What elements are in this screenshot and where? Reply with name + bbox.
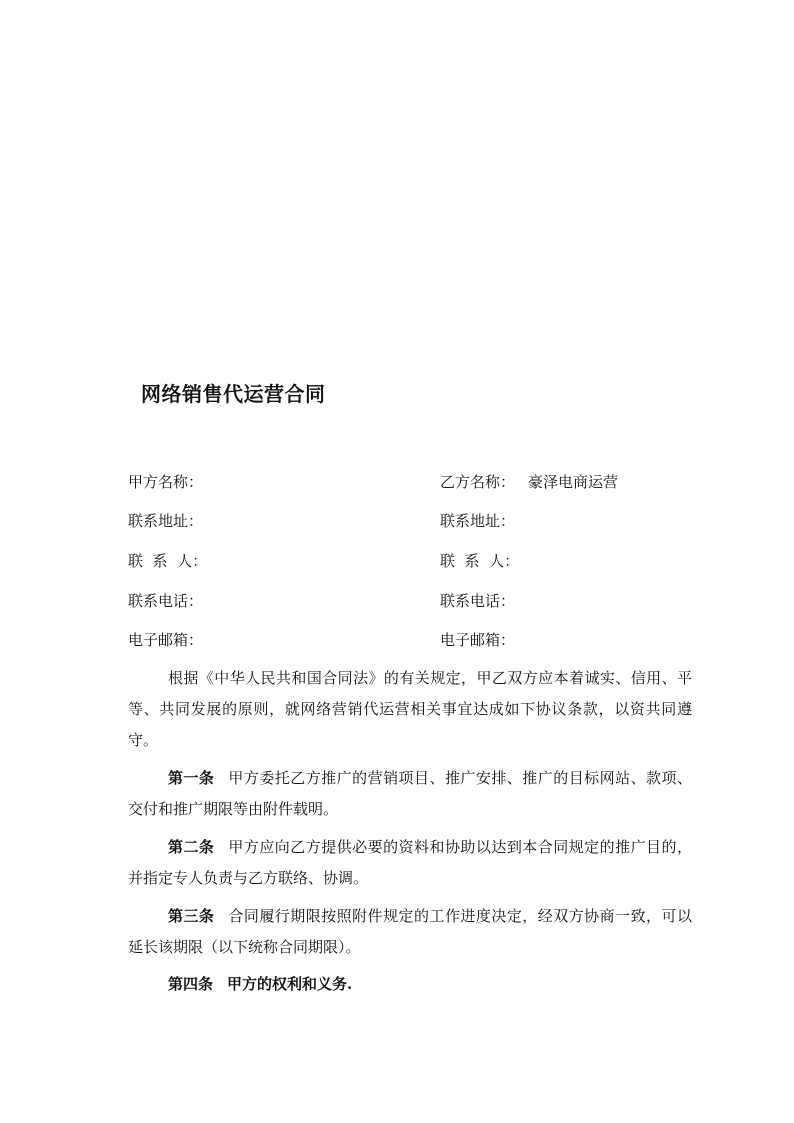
document-title: 网络销售代运营合同 <box>141 382 326 406</box>
party-a-name-label: 甲方名称： <box>128 473 204 491</box>
article-2 <box>128 832 692 894</box>
party-row-email <box>128 628 688 652</box>
party-b-name-label: 乙方名称： <box>440 473 516 491</box>
party-a-phone-label: 联系电话： <box>128 592 204 610</box>
party-row-contact <box>128 549 688 573</box>
preamble-paragraph: 根据《中华人民共和国合同法》的有关规定，甲乙双方应本着诚实、信用、平等、共同发展的原则，就网络营销代运营相关事宜达成如下协议条款，以资共同遵守。 <box>128 669 692 749</box>
party-b-phone-label: 联系电话： <box>440 592 516 610</box>
article-4-label: 第四条 <box>168 975 214 993</box>
party-b-contact-label: 联 系 人： <box>440 552 520 570</box>
article-1-text: 甲方委托乙方推广的营销项目、推广安排、推广的目标网站、款项、交付和推广期限等由附件载明。 <box>128 769 692 818</box>
article-2-label: 第二条 <box>168 838 215 856</box>
article-4-text: 甲方的权利和义务. <box>227 975 353 993</box>
article-1-label: 第一条 <box>168 769 215 787</box>
party-b-email-label: 电子邮箱： <box>440 631 516 649</box>
party-b-name-value: 豪泽电商运营 <box>528 473 619 491</box>
party-row-address <box>128 509 688 533</box>
party-a-address-label: 联系地址： <box>128 512 204 530</box>
article-3-label: 第三条 <box>168 907 215 925</box>
article-4 <box>128 969 692 1000</box>
article-1 <box>128 763 692 825</box>
party-row-name <box>128 470 688 494</box>
article-3-text: 合同履行期限按照附件规定的工作进度决定，经双方协商一致，可以延长该期限（以下统称合同期限）。 <box>128 907 692 956</box>
party-b-address-label: 联系地址： <box>440 512 516 530</box>
party-a-email-label: 电子邮箱： <box>128 631 204 649</box>
party-row-phone <box>128 589 688 613</box>
party-a-contact-label: 联 系 人： <box>128 552 208 570</box>
article-3 <box>128 901 692 963</box>
article-2-text: 甲方应向乙方提供必要的资料和协助以达到本合同规定的推广目的，并指定专人负责与乙方联络、协调。 <box>128 838 692 887</box>
